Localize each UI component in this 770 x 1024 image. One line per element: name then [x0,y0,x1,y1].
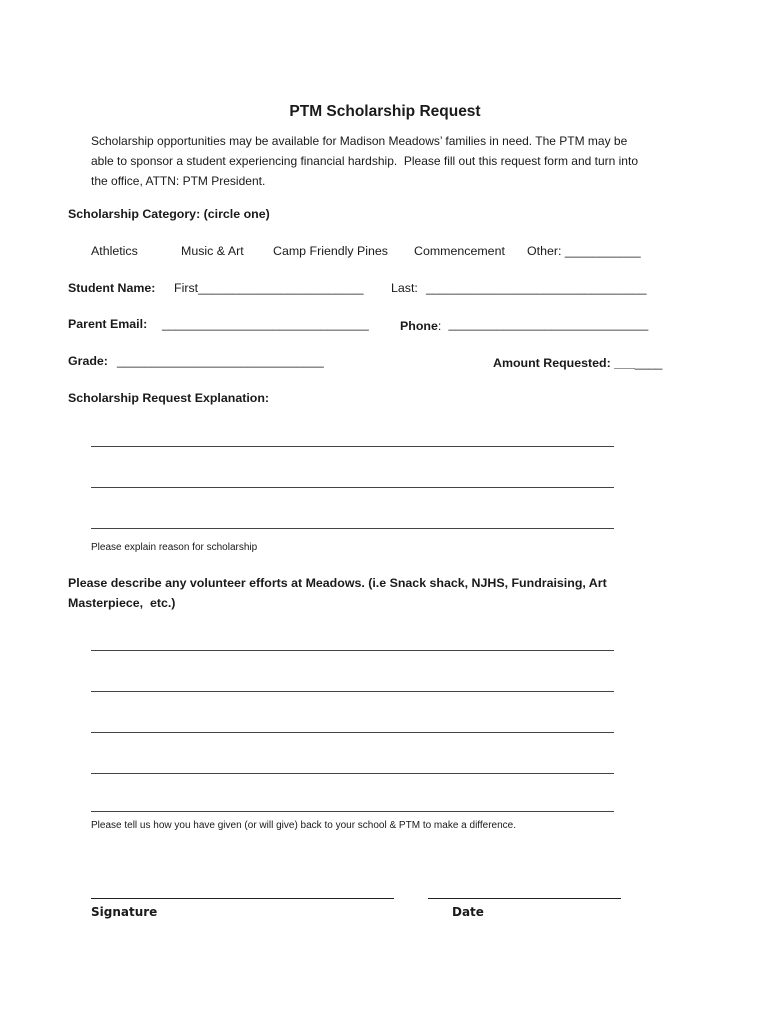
amount-requested-label: Amount Requested: [493,356,615,370]
volunteer-label-line2: Masterpiece, etc.) [68,596,176,610]
category-option-music-art[interactable]: Music & Art [181,244,244,258]
volunteer-line[interactable] [91,732,614,733]
category-option-other[interactable]: Other: ___________ [527,244,641,258]
category-option-commencement[interactable]: Commencement [414,244,505,258]
student-name-label: Student Name: [68,281,156,295]
explanation-note: Please explain reason for scholarship [91,542,258,553]
category-option-camp-friendly-pines[interactable]: Camp Friendly Pines [273,244,389,258]
volunteer-note: Please tell us how you have given (or will give) back to your school & PTM to make a difference. [91,820,517,831]
category-label: Scholarship Category: (circle one) [68,207,270,221]
grade-label: Grade: [68,354,108,368]
date-label: Date [452,905,484,919]
phone-label: Phone [400,319,438,333]
explanation-line[interactable] [91,528,614,529]
intro-line: able to sponsor a student experiencing financial hardship. Please fill out this request form and turn into [91,154,638,168]
student-first-name-field[interactable]: First________________________ [174,281,364,295]
form-title: PTM Scholarship Request [289,103,481,120]
student-last-name-label: Last: [391,281,418,295]
date-line[interactable] [428,898,621,899]
amount-requested-field-bold[interactable]: ___ [614,356,635,370]
volunteer-line[interactable] [91,650,614,651]
category-option-athletics[interactable]: Athletics [91,244,138,258]
intro-line: the office, ATTN: PTM President. [91,174,266,188]
volunteer-label-line1: Please describe any volunteer efforts at Meadows. (i.e Snack shack, NJHS, Fundraising, Art [68,576,607,590]
phone-label-colon: : [437,319,442,333]
grade-field[interactable]: ______________________________ [117,354,324,368]
phone-label-group [400,317,441,335]
student-last-name-field[interactable]: ________________________________ [426,281,647,295]
volunteer-line[interactable] [91,773,614,774]
volunteer-line[interactable] [91,691,614,692]
intro-paragraph [91,131,681,191]
amount-requested-group [493,354,662,372]
explanation-line[interactable] [91,446,614,447]
intro-line: Scholarship opportunities may be available for Madison Meadows’ families in need. The PTM may be [91,134,628,148]
volunteer-line[interactable] [91,811,614,812]
signature-line[interactable] [91,898,394,899]
amount-requested-field[interactable]: ____ [634,356,663,370]
signature-label: Signature [91,905,158,919]
explanation-label: Scholarship Request Explanation: [68,391,270,405]
explanation-line[interactable] [91,487,614,488]
phone-field[interactable]: _____________________________ [445,317,649,331]
parent-email-field[interactable]: ______________________________ [162,317,369,331]
parent-email-label: Parent Email: [68,317,148,331]
